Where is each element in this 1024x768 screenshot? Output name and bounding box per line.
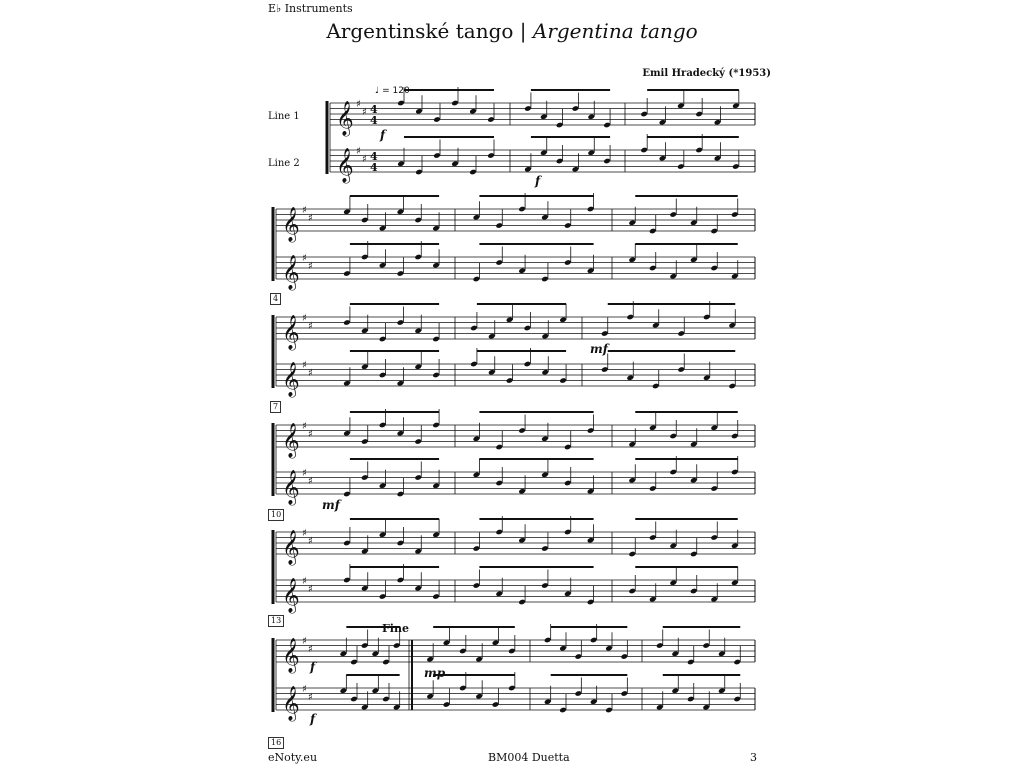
treble-clef-icon: 𝄞 xyxy=(282,530,300,565)
part-label-line2: Line 2 xyxy=(268,158,300,169)
dynamic-mezzo-piano: mp xyxy=(424,666,446,680)
dynamic-mezzo-forte: mf xyxy=(590,342,608,356)
measure-number: 7 xyxy=(270,401,281,413)
measure-number: 10 xyxy=(268,509,284,521)
treble-clef-icon: 𝄞 xyxy=(282,423,300,458)
sharp-icon: ♯ xyxy=(308,476,313,487)
treble-clef-icon: 𝄞 xyxy=(282,470,300,505)
treble-clef-icon: 𝄞 xyxy=(282,638,300,673)
sharp-icon: ♯ xyxy=(308,536,313,547)
composer-credit: Emil Hradecký (*1953) xyxy=(642,68,771,79)
treble-clef-icon: 𝄞 xyxy=(282,686,300,721)
treble-clef-icon: 𝄞 xyxy=(282,255,300,290)
sharp-icon: ♯ xyxy=(308,368,313,379)
sharp-icon: ♯ xyxy=(302,576,307,587)
sharp-icon: ♯ xyxy=(302,528,307,539)
sharp-icon: ♯ xyxy=(302,253,307,264)
measure-number: 16 xyxy=(268,737,284,749)
sharp-icon: ♯ xyxy=(362,154,367,165)
dynamic-forte: f xyxy=(535,174,541,188)
sharp-icon: ♯ xyxy=(302,684,307,695)
sharp-icon: ♯ xyxy=(302,205,307,216)
instrument-set-label: E♭ Instruments xyxy=(268,2,353,15)
treble-clef-icon: 𝄞 xyxy=(336,148,354,183)
footer-catalog: BM004 Duetta xyxy=(488,751,570,764)
measure-number: 4 xyxy=(270,293,281,305)
footer-publisher: eNoty.eu xyxy=(268,751,318,764)
footer-page-number: 3 xyxy=(750,751,757,764)
time-signature: 4 xyxy=(370,150,378,163)
sharp-icon: ♯ xyxy=(308,584,313,595)
treble-clef-icon: 𝄞 xyxy=(282,362,300,397)
sharp-icon: ♯ xyxy=(362,107,367,118)
dynamic-forte: f xyxy=(310,660,316,674)
time-signature: 4 xyxy=(370,103,378,116)
sharp-icon: ♯ xyxy=(356,99,361,110)
dynamic-forte: f xyxy=(380,128,386,142)
sharp-icon: ♯ xyxy=(302,468,307,479)
title-czech: Argentinské tango xyxy=(326,19,514,43)
time-signature: 4 xyxy=(370,161,378,174)
sharp-icon: ♯ xyxy=(308,321,313,332)
treble-clef-icon: 𝄞 xyxy=(282,207,300,242)
sharp-icon: ♯ xyxy=(302,636,307,647)
treble-clef-icon: 𝄞 xyxy=(336,101,354,136)
tempo-marking: ♩ = 120 xyxy=(375,86,410,96)
time-signature: 4 xyxy=(370,114,378,127)
part-label-line1: Line 1 xyxy=(268,111,300,122)
sharp-icon: ♯ xyxy=(308,213,313,224)
measure-number: 13 xyxy=(268,615,284,627)
title-separator: | xyxy=(513,19,533,43)
sharp-icon: ♯ xyxy=(302,421,307,432)
sharp-icon: ♯ xyxy=(302,360,307,371)
sharp-icon: ♯ xyxy=(308,429,313,440)
title-english: Argentina tango xyxy=(532,19,698,43)
sharp-icon: ♯ xyxy=(308,261,313,272)
dynamic-forte: f xyxy=(310,712,316,726)
sharp-icon: ♯ xyxy=(356,146,361,157)
sharp-icon: ♯ xyxy=(302,313,307,324)
fine-marking: Fine xyxy=(382,622,409,635)
sharp-icon: ♯ xyxy=(308,692,313,703)
treble-clef-icon: 𝄞 xyxy=(282,578,300,613)
dynamic-mezzo-forte: mf xyxy=(322,498,340,512)
sharp-icon: ♯ xyxy=(308,644,313,655)
treble-clef-icon: 𝄞 xyxy=(282,315,300,350)
